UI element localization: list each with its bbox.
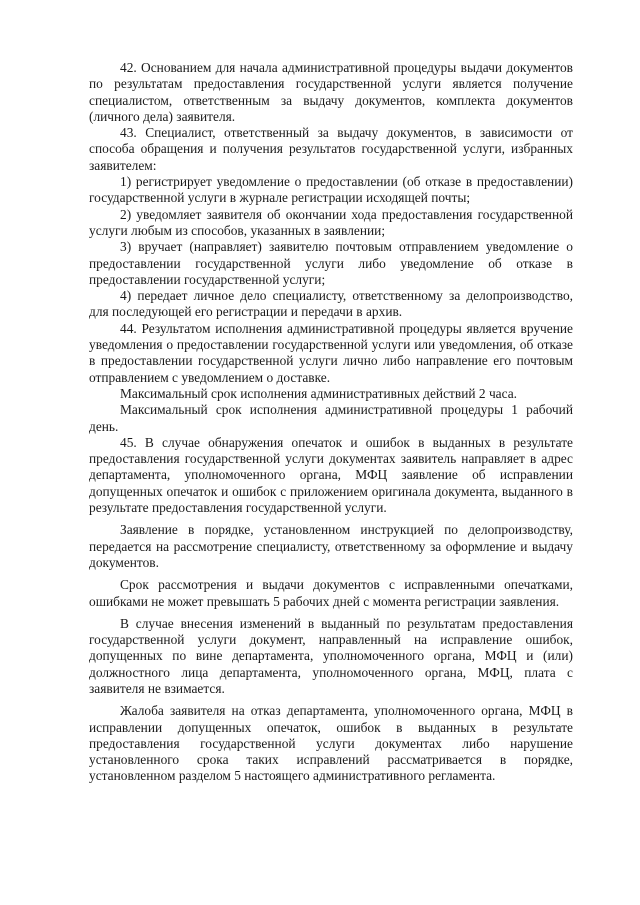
paragraph-45: 45. В случае обнаружения опечаток и ошибок в выданных в результате предоставления государственной услуги документах заявитель направляет в адрес департамента, уполномоченного органа, МФЦ заявление об исправлении допущенных опечаток и ошибок с приложением оригинала документа, выданного в результате предоставления государственной услуги.	[89, 434, 573, 516]
list-item-2: 2) уведомляет заявителя об окончании хода предоставления государственной услуги любым из способов, указанных в заявлении;	[89, 206, 573, 238]
paragraph-no-fee: В случае внесения изменений в выданный по результатам предоставления государственной услуги документ, направленный на исправление ошибок, допущенных по вине департамента, уполномоченного органа, МФЦ и (или) должностного лица департамента, уполномоченного органа, МФЦ, плата с заявителя не взимается.	[89, 615, 573, 696]
paragraph-review-term: Срок рассмотрения и выдачи документов с исправленными опечатками, ошибками не может превышать 5 рабочих дней с момента регистрации заявления.	[89, 577, 573, 609]
list-item-3: 3) вручает (направляет) заявителю почтовым отправлением уведомление о предоставлении государственной услуги либо уведомление об отказе в предоставлении государственной услуги;	[89, 239, 573, 287]
paragraph-application-review: Заявление в порядке, установленном инструкцией по делопроизводству, передается на рассмотрение специалисту, ответственному за оформление и выдачу документов.	[89, 522, 573, 570]
paragraph-max-time-procedure: Максимальный срок исполнения административной процедуры 1 рабочий день.	[89, 402, 573, 434]
paragraph-44: 44. Результатом исполнения административной процедуры является вручение уведомления о предоставлении государственной услуги или уведомления, об отказе в предоставлении государственной услуги лично либо направление его почтовым отправлением с уведомлением о доставке.	[89, 320, 573, 385]
paragraph-complaint: Жалоба заявителя на отказ департамента, уполномоченного органа, МФЦ в исправлении допущенных опечаток, ошибок в выданных в результате предоставления государственной услуги документах либо нарушение установленного срока таких исправлений рассматривается в порядке, установленном разделом 5 настоящего административного регламента.	[89, 703, 573, 784]
list-item-4: 4) передает личное дело специалисту, ответственному за делопроизводство, для последующей его регистрации и передачи в архив.	[89, 288, 573, 320]
paragraph-43: 43. Специалист, ответственный за выдачу документов, в зависимости от способа обращения и получения результатов государственной услуги, избранных заявителем:	[89, 125, 573, 173]
paragraph-max-time-actions: Максимальный срок исполнения административных действий 2 часа.	[120, 385, 518, 401]
paragraph-42: 42. Основанием для начала административной процедуры выдачи документов по результатам предоставления государственной услуги является получение специалистом, ответственным за выдачу документов, комплекта документов (личного дела) заявителя.	[89, 60, 573, 124]
list-item-1: 1) регистрирует уведомление о предоставлении (об отказе в предоставлении) государственной услуги в журнале регистрации исходящей почты;	[89, 174, 573, 206]
